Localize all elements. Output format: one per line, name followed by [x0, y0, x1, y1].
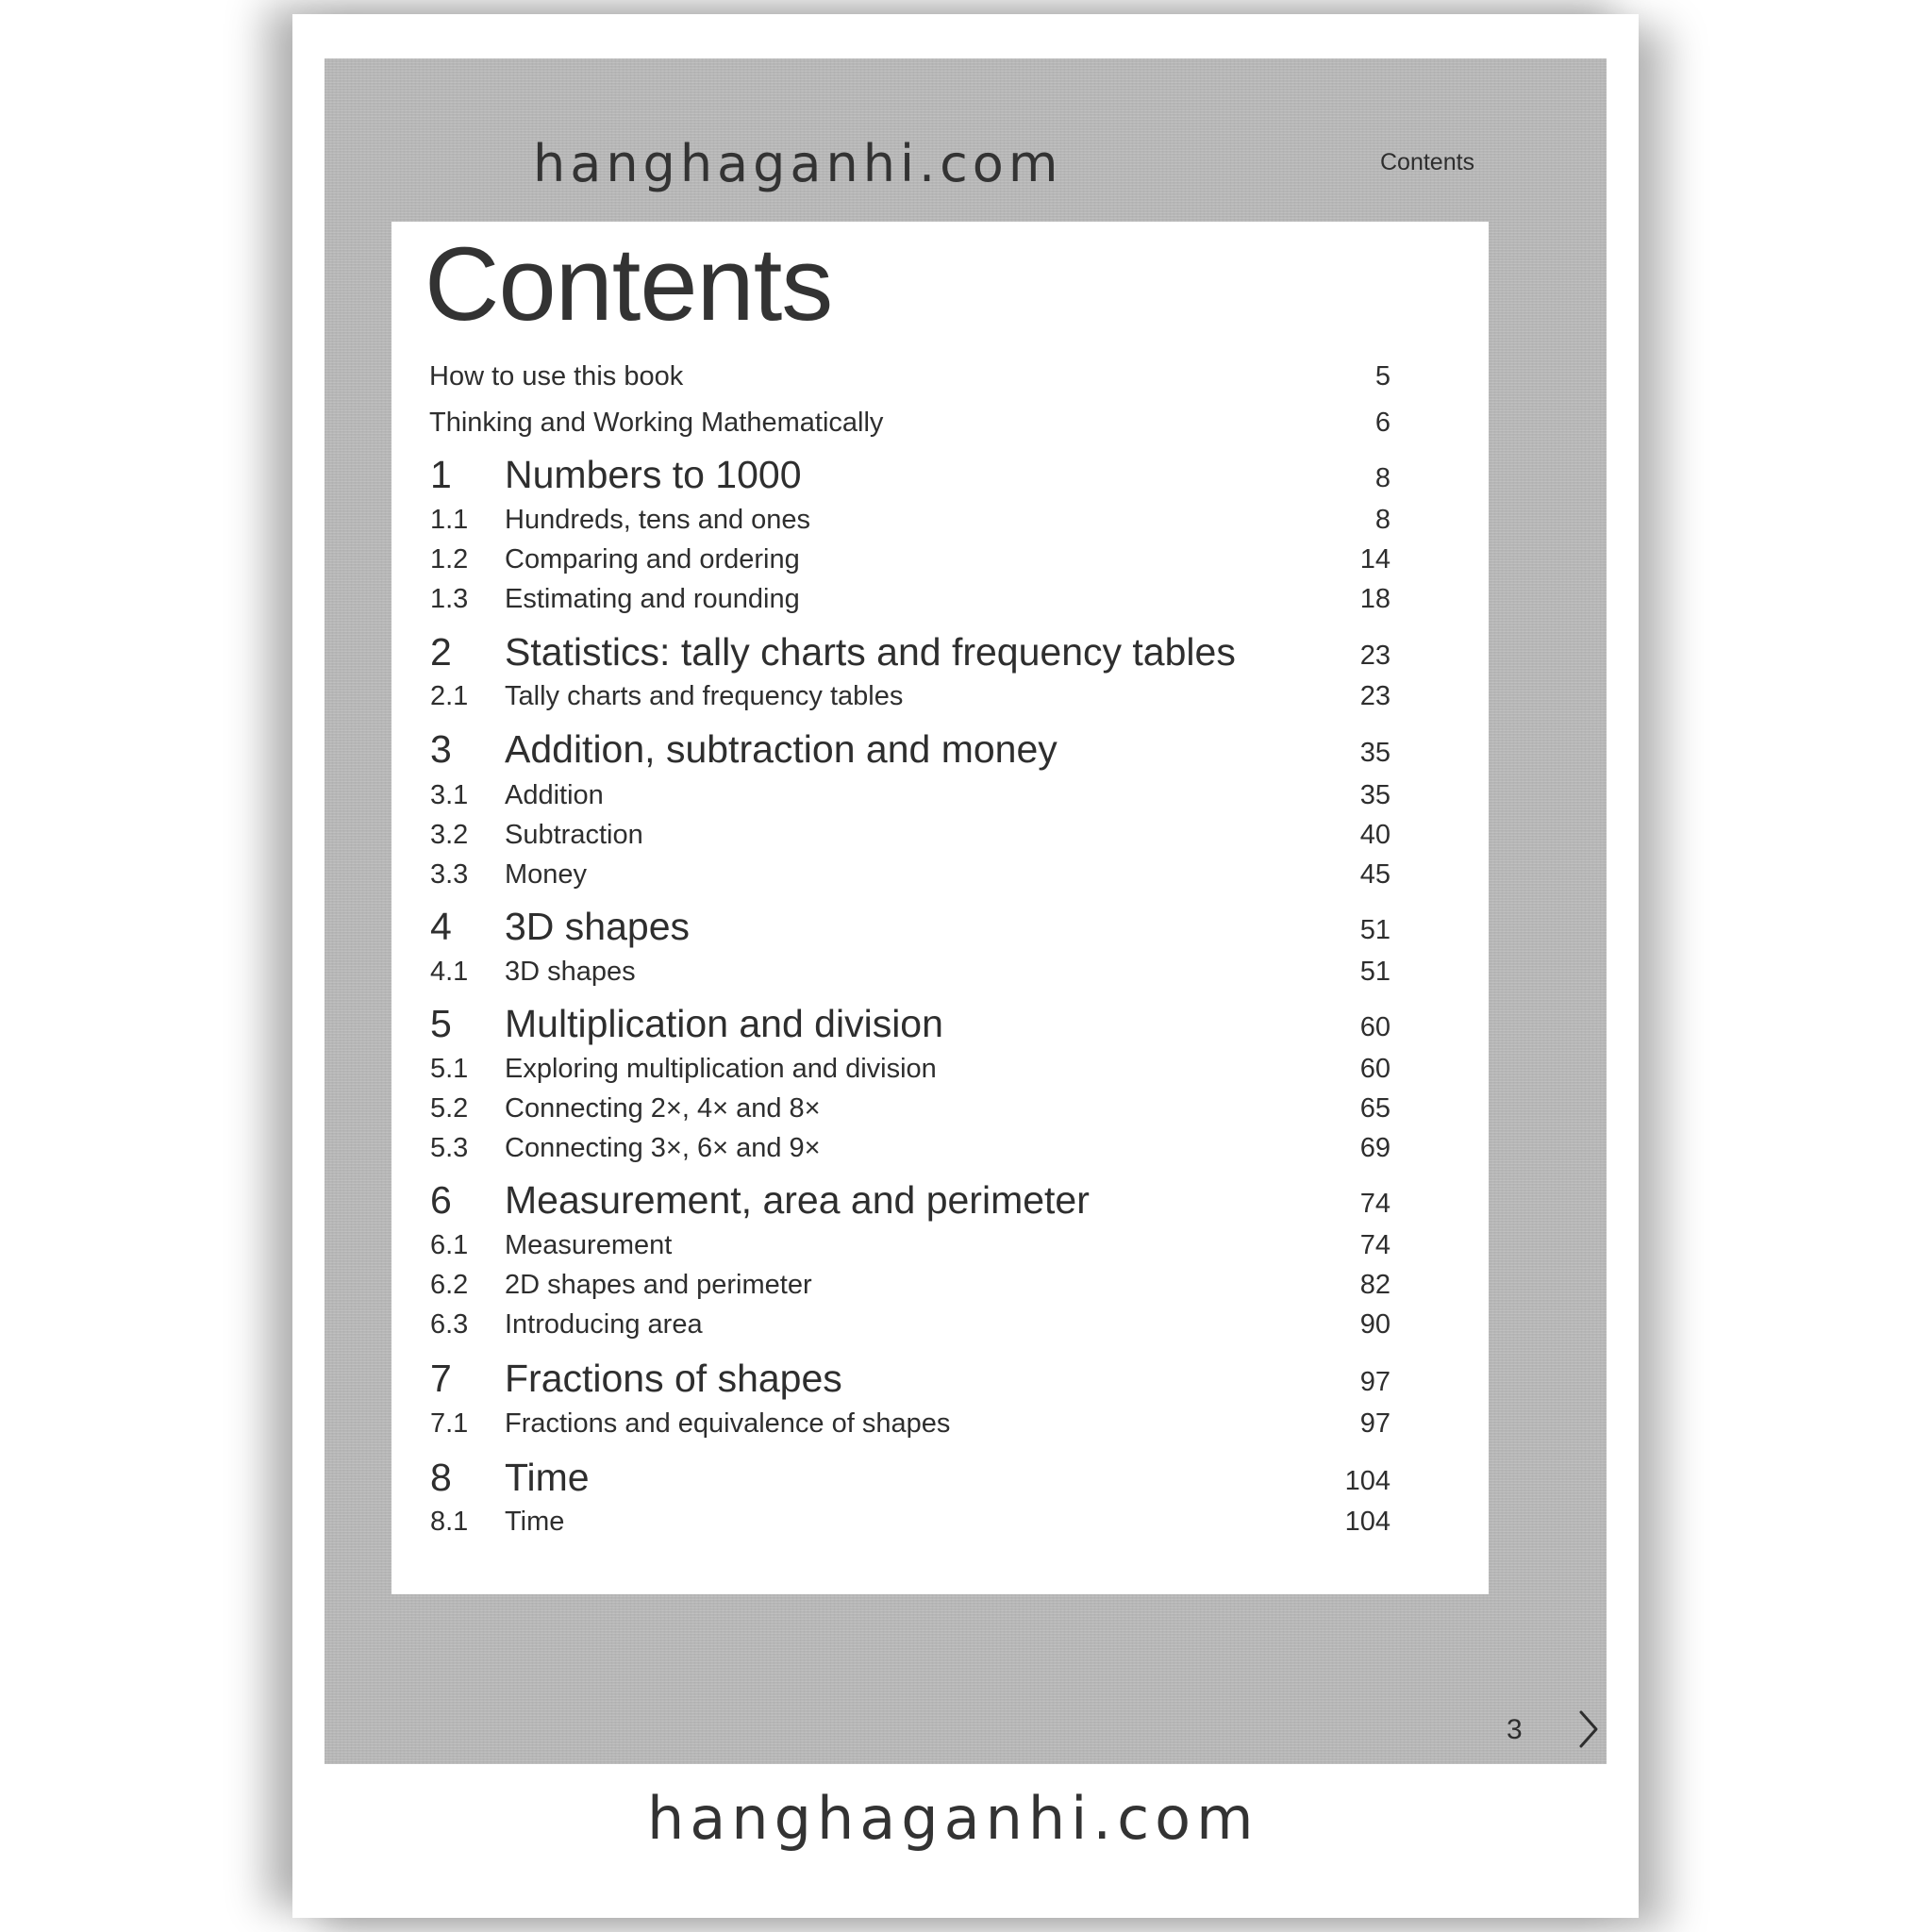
section-title: Subtraction	[505, 820, 643, 850]
section-title: Money	[505, 859, 588, 890]
section-title: Connecting 3×, 6× and 9×	[505, 1133, 821, 1163]
section-title: 3D shapes	[505, 957, 636, 987]
chapter-page: 23	[1359, 641, 1391, 671]
chapter-page: 51	[1359, 915, 1391, 945]
section-page: 65	[1359, 1093, 1391, 1124]
contents-panel	[391, 222, 1489, 1594]
chapter-number: 6	[430, 1178, 452, 1222]
page-title: Contents	[425, 226, 833, 342]
section-title: Tally charts and frequency tables	[505, 681, 904, 711]
section-title: Estimating and rounding	[505, 584, 800, 614]
chapter-title: Multiplication and division	[505, 1002, 943, 1045]
section-page: 23	[1359, 681, 1391, 711]
chapter-number: 1	[430, 453, 452, 496]
chapter-page: 8	[1374, 463, 1391, 493]
chapter-title: Time	[505, 1456, 590, 1499]
section-title: Measurement	[505, 1230, 673, 1260]
section-page: 18	[1359, 584, 1391, 614]
chapter-page: 97	[1359, 1367, 1391, 1397]
section-page: 14	[1359, 544, 1391, 575]
chapter-page: 35	[1359, 738, 1391, 768]
chapter-page: 104	[1344, 1466, 1391, 1496]
section-title: Fractions and equivalence of shapes	[505, 1408, 951, 1439]
toc-entry-page: 5	[1374, 361, 1391, 391]
chapter-title: Statistics: tally charts and frequency tables	[505, 630, 1236, 674]
section-title: Time	[505, 1507, 565, 1537]
section-number: 6.2	[430, 1270, 469, 1300]
section-number: 5.2	[430, 1093, 469, 1124]
section-number: 5.1	[430, 1054, 469, 1084]
toc-entry-title: Thinking and Working Mathematically	[429, 408, 884, 438]
watermark-top: hanghaganhi.com	[533, 134, 1063, 193]
section-page: 35	[1359, 780, 1391, 810]
section-number: 1.1	[430, 505, 469, 535]
section-page: 74	[1359, 1230, 1391, 1260]
section-number: 1.2	[430, 544, 469, 575]
section-page: 97	[1359, 1408, 1391, 1439]
section-title: Addition	[505, 780, 604, 810]
section-page: 45	[1359, 859, 1391, 890]
section-number: 8.1	[430, 1507, 469, 1537]
chapter-page: 60	[1359, 1012, 1391, 1042]
section-page: 90	[1359, 1309, 1391, 1340]
section-title: Introducing area	[505, 1309, 703, 1340]
chapter-number: 4	[430, 905, 452, 948]
book-page	[292, 14, 1639, 1918]
section-number: 4.1	[430, 957, 469, 987]
section-number: 6.1	[430, 1230, 469, 1260]
page-number: 3	[1507, 1714, 1523, 1745]
section-title: Comparing and ordering	[505, 544, 800, 575]
scanned-page	[325, 58, 1607, 1764]
section-number: 2.1	[430, 681, 469, 711]
section-number: 6.3	[430, 1309, 469, 1340]
chapter-number: 5	[430, 1002, 452, 1045]
section-page: 69	[1359, 1133, 1391, 1163]
toc-entry-title: How to use this book	[429, 361, 684, 391]
section-page: 104	[1344, 1507, 1391, 1537]
chapter-number: 3	[430, 727, 452, 771]
chapter-number: 7	[430, 1357, 452, 1400]
section-title: Connecting 2×, 4× and 8×	[505, 1093, 821, 1124]
chevron-right-icon[interactable]	[1577, 1709, 1600, 1749]
running-head: Contents	[1380, 149, 1475, 175]
section-page: 82	[1359, 1270, 1391, 1300]
section-page: 40	[1359, 820, 1391, 850]
section-number: 1.3	[430, 584, 469, 614]
section-number: 3.3	[430, 859, 469, 890]
toc-entry-page: 6	[1374, 408, 1391, 438]
section-number: 5.3	[430, 1133, 469, 1163]
chapter-title: Fractions of shapes	[505, 1357, 842, 1400]
section-number: 7.1	[430, 1408, 469, 1439]
section-number: 3.1	[430, 780, 469, 810]
chapter-page: 74	[1359, 1189, 1391, 1219]
section-number: 3.2	[430, 820, 469, 850]
watermark-bottom: hanghaganhi.com	[647, 1784, 1259, 1853]
chapter-title: 3D shapes	[505, 905, 691, 948]
chapter-title: Addition, subtraction and money	[505, 727, 1058, 771]
chapter-number: 2	[430, 630, 452, 674]
section-page: 8	[1374, 505, 1391, 535]
section-page: 51	[1359, 957, 1391, 987]
section-page: 60	[1359, 1054, 1391, 1084]
section-title: 2D shapes and perimeter	[505, 1270, 812, 1300]
section-title: Exploring multiplication and division	[505, 1054, 937, 1084]
chapter-number: 8	[430, 1456, 452, 1499]
chapter-title: Measurement, area and perimeter	[505, 1178, 1090, 1222]
section-title: Hundreds, tens and ones	[505, 505, 811, 535]
chapter-title: Numbers to 1000	[505, 453, 802, 496]
